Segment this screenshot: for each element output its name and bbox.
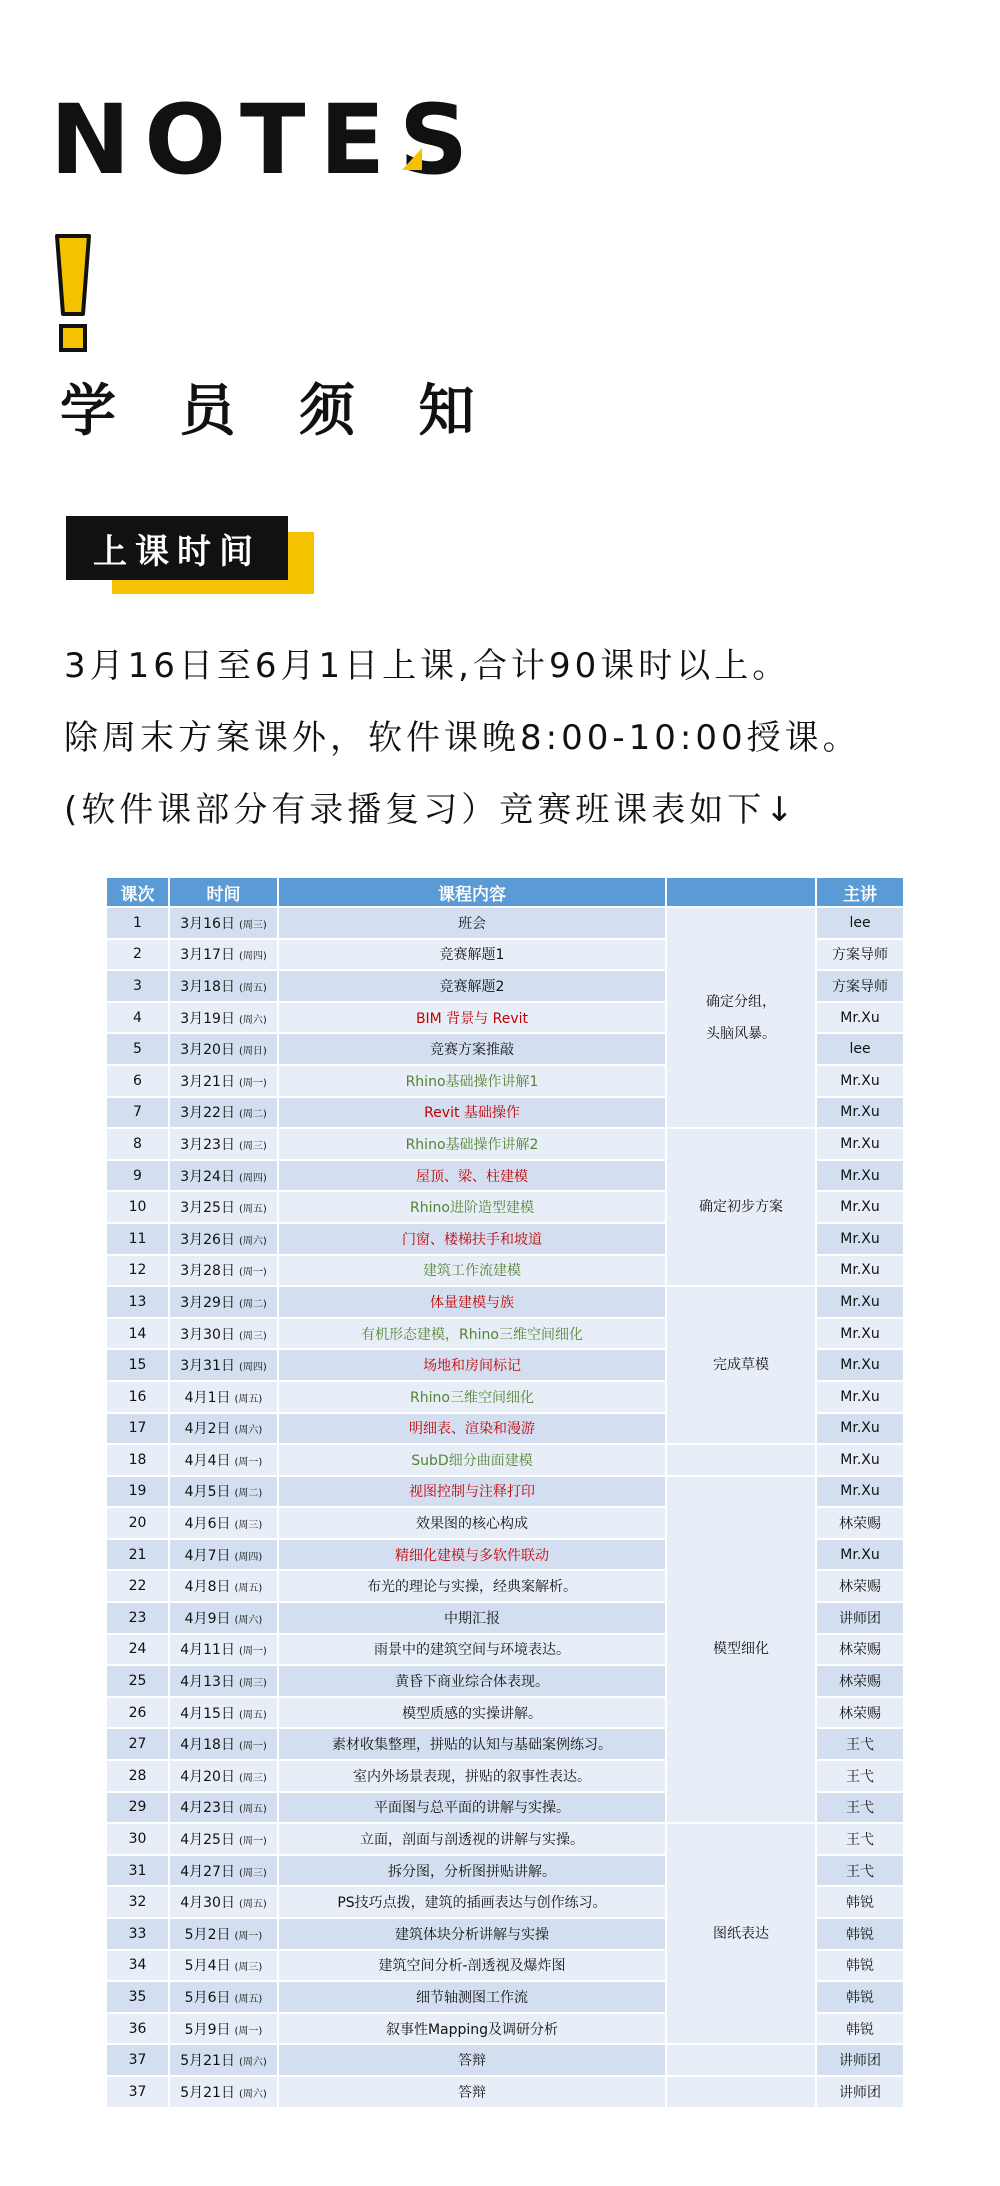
lesson-teacher: 林荣赐 <box>817 1508 903 1538</box>
lesson-weekday: (周一) <box>234 1930 263 1942</box>
lesson-date: 4月1日 <box>184 1389 231 1406</box>
lesson-weekday: (周四) <box>238 1362 267 1374</box>
lesson-date: 3月26日 <box>180 1231 235 1248</box>
lesson-date-cell <box>170 1066 277 1096</box>
lesson-date-cell <box>170 1540 277 1570</box>
lesson-date-cell <box>170 1761 277 1791</box>
lesson-teacher: Mr.Xu <box>817 1287 903 1317</box>
table-row <box>107 2077 903 2107</box>
lesson-number: 26 <box>107 1698 168 1728</box>
lesson-date: 4月2日 <box>184 1421 231 1438</box>
lesson-number: 8 <box>107 1129 168 1159</box>
lesson-date: 3月30日 <box>180 1326 235 1343</box>
lesson-teacher: 讲师团 <box>817 2077 903 2107</box>
lesson-date-cell <box>170 1414 277 1444</box>
lesson-weekday: (周一) <box>238 1646 267 1658</box>
lesson-number: 21 <box>107 1540 168 1570</box>
lesson-weekday: (周一) <box>238 1836 267 1848</box>
lesson-date-cell <box>170 1382 277 1412</box>
lesson-weekday: (周二) <box>238 1298 267 1310</box>
lesson-content: 答辩 <box>279 2077 665 2107</box>
exclamation-icon <box>54 234 92 356</box>
lesson-content: 素材收集整理，拼贴的认知与基础案例练习。 <box>279 1729 665 1759</box>
schedule-table <box>105 876 905 2109</box>
lesson-date: 3月25日 <box>180 1200 235 1217</box>
lesson-weekday: (周六) <box>238 1235 267 1247</box>
lesson-teacher: 林荣赐 <box>817 1666 903 1696</box>
schedule-body <box>107 908 903 2107</box>
phase-cell <box>667 1445 815 1475</box>
lesson-content: 拆分图，分析图拼贴讲解。 <box>279 1856 665 1886</box>
lesson-content: Rhino基础操作讲解2 <box>279 1129 665 1159</box>
phase-cell <box>667 2077 815 2107</box>
lesson-date: 4月5日 <box>184 1484 231 1501</box>
lesson-date-cell <box>170 1256 277 1286</box>
phase-cell <box>667 2045 815 2075</box>
lesson-content: PS技巧点拨，建筑的插画表达与创作练习。 <box>279 1887 665 1917</box>
lesson-weekday: (周三) <box>238 1867 267 1879</box>
lesson-date: 3月17日 <box>180 947 235 964</box>
phase-label: 完成草模 <box>713 1357 769 1374</box>
lesson-teacher: 林荣赐 <box>817 1571 903 1601</box>
lesson-teacher: Mr.Xu <box>817 1192 903 1222</box>
lesson-date-cell <box>170 1951 277 1981</box>
lesson-date: 3月18日 <box>180 978 235 995</box>
lesson-number: 35 <box>107 1982 168 2012</box>
lesson-content: 竞赛解题1 <box>279 940 665 970</box>
lesson-number: 28 <box>107 1761 168 1791</box>
lesson-number: 27 <box>107 1729 168 1759</box>
lesson-date-cell <box>170 1350 277 1380</box>
lesson-date: 4月25日 <box>180 1832 235 1849</box>
lesson-date-cell <box>170 1729 277 1759</box>
intro-text <box>64 644 861 860</box>
lesson-weekday: (周二) <box>234 1488 263 1500</box>
lesson-content: Rhino三维空间细化 <box>279 1382 665 1412</box>
lesson-date-cell <box>170 1034 277 1064</box>
lesson-date-cell <box>170 1287 277 1317</box>
lesson-content: 黄昏下商业综合体表现。 <box>279 1666 665 1696</box>
lesson-number: 13 <box>107 1287 168 1317</box>
lesson-number: 29 <box>107 1793 168 1823</box>
lesson-date: 3月22日 <box>180 1105 235 1122</box>
lesson-teacher: Mr.Xu <box>817 1382 903 1412</box>
lesson-weekday: (周四) <box>238 1172 267 1184</box>
lesson-date-cell <box>170 1666 277 1696</box>
lesson-date: 3月20日 <box>180 1042 235 1059</box>
lesson-number: 11 <box>107 1224 168 1254</box>
lesson-content: BIM 背景与 Revit <box>279 1003 665 1033</box>
lesson-date: 3月21日 <box>180 1073 235 1090</box>
lesson-teacher: Mr.Xu <box>817 1256 903 1286</box>
lesson-date-cell <box>170 2045 277 2075</box>
lesson-teacher: Mr.Xu <box>817 1066 903 1096</box>
lesson-date: 3月24日 <box>180 1168 235 1185</box>
lesson-teacher: 方案导师 <box>817 971 903 1001</box>
lesson-number: 17 <box>107 1414 168 1444</box>
lesson-teacher: 王弋 <box>817 1761 903 1791</box>
lesson-number: 12 <box>107 1256 168 1286</box>
lesson-teacher: 林荣赐 <box>817 1635 903 1665</box>
lesson-content: 建筑体块分析讲解与实操 <box>279 1919 665 1949</box>
lesson-number: 4 <box>107 1003 168 1033</box>
lesson-date-cell <box>170 1129 277 1159</box>
lesson-number: 37 <box>107 2077 168 2107</box>
lesson-weekday: (周六) <box>234 1614 263 1626</box>
phase-label: 图纸表达 <box>713 1925 769 1942</box>
lesson-content: 布光的理论与实操，经典案解析。 <box>279 1571 665 1601</box>
lesson-teacher: 王弋 <box>817 1793 903 1823</box>
lesson-content: 门窗、楼梯扶手和坡道 <box>279 1224 665 1254</box>
lesson-weekday: (周五) <box>238 982 267 994</box>
lesson-content: 模型质感的实操讲解。 <box>279 1698 665 1728</box>
lesson-teacher: Mr.Xu <box>817 1540 903 1570</box>
lesson-content: SubD细分曲面建模 <box>279 1445 665 1475</box>
lesson-date: 4月20日 <box>180 1768 235 1785</box>
lesson-date: 4月9日 <box>184 1610 231 1627</box>
lesson-content: Rhino基础操作讲解1 <box>279 1066 665 1096</box>
lesson-date: 3月19日 <box>180 1010 235 1027</box>
lesson-teacher: 韩锐 <box>817 1919 903 1949</box>
lesson-number: 33 <box>107 1919 168 1949</box>
lesson-teacher: 讲师团 <box>817 1603 903 1633</box>
lesson-date-cell <box>170 1635 277 1665</box>
lesson-number: 36 <box>107 2014 168 2044</box>
lesson-date: 5月9日 <box>184 2021 231 2038</box>
lesson-date: 4月27日 <box>180 1863 235 1880</box>
lesson-date: 4月4日 <box>184 1452 231 1469</box>
lesson-number: 9 <box>107 1161 168 1191</box>
lesson-content: 视图控制与注释打印 <box>279 1477 665 1507</box>
lesson-teacher: Mr.Xu <box>817 1350 903 1380</box>
lesson-content: 屋顶、梁、柱建模 <box>279 1161 665 1191</box>
table-row <box>107 1477 903 1507</box>
lesson-teacher: 韩锐 <box>817 2014 903 2044</box>
lesson-number: 37 <box>107 2045 168 2075</box>
lesson-teacher: 王弋 <box>817 1824 903 1854</box>
lesson-date-cell <box>170 1477 277 1507</box>
phase-cell <box>667 1287 815 1443</box>
lesson-weekday: (周一) <box>234 1456 263 1468</box>
table-row <box>107 908 903 938</box>
lesson-date: 4月11日 <box>180 1642 235 1659</box>
lesson-number: 10 <box>107 1192 168 1222</box>
lesson-date: 4月18日 <box>180 1737 235 1754</box>
lesson-number: 20 <box>107 1508 168 1538</box>
lesson-teacher: 王弋 <box>817 1856 903 1886</box>
lesson-weekday: (周五) <box>238 1899 267 1911</box>
lesson-number: 23 <box>107 1603 168 1633</box>
lesson-teacher: 方案导师 <box>817 940 903 970</box>
lesson-content: 有机形态建模，Rhino三维空间细化 <box>279 1319 665 1349</box>
lesson-content: 明细表、渲染和漫游 <box>279 1414 665 1444</box>
table-row <box>107 1129 903 1159</box>
lesson-teacher: Mr.Xu <box>817 1161 903 1191</box>
lesson-date-cell <box>170 971 277 1001</box>
lesson-number: 2 <box>107 940 168 970</box>
lesson-content: 效果图的核心构成 <box>279 1508 665 1538</box>
lesson-date: 3月29日 <box>180 1294 235 1311</box>
lesson-weekday: (周六) <box>238 2057 267 2069</box>
lesson-weekday: (周二) <box>238 1109 267 1121</box>
lesson-date: 5月6日 <box>184 1989 231 2006</box>
phase-label: 确定初步方案 <box>699 1199 783 1216</box>
lesson-date: 5月2日 <box>184 1926 231 1943</box>
lesson-teacher: 林荣赐 <box>817 1698 903 1728</box>
lesson-date: 3月28日 <box>180 1263 235 1280</box>
lesson-date-cell <box>170 1603 277 1633</box>
lesson-content: 室内外场景表现，拼贴的叙事性表达。 <box>279 1761 665 1791</box>
phase-cell <box>667 1129 815 1285</box>
lesson-number: 24 <box>107 1635 168 1665</box>
table-row <box>107 1287 903 1317</box>
lesson-date-cell <box>170 1887 277 1917</box>
lesson-date-cell <box>170 1919 277 1949</box>
lesson-number: 32 <box>107 1887 168 1917</box>
lesson-content: 班会 <box>279 908 665 938</box>
lesson-number: 34 <box>107 1951 168 1981</box>
lesson-teacher: lee <box>817 1034 903 1064</box>
header-time: 时间 <box>170 878 277 906</box>
lesson-date-cell <box>170 1793 277 1823</box>
header-phase <box>667 878 815 906</box>
lesson-date-cell <box>170 1445 277 1475</box>
lesson-date: 5月21日 <box>180 2053 235 2070</box>
lesson-date: 3月23日 <box>180 1136 235 1153</box>
lesson-date-cell <box>170 1856 277 1886</box>
lesson-weekday: (周三) <box>238 919 267 931</box>
lesson-teacher: Mr.Xu <box>817 1224 903 1254</box>
lesson-teacher: Mr.Xu <box>817 1129 903 1159</box>
lesson-date-cell <box>170 1161 277 1191</box>
lesson-date-cell <box>170 1098 277 1128</box>
lesson-teacher: 王弋 <box>817 1729 903 1759</box>
lesson-content: Rhino进阶造型建模 <box>279 1192 665 1222</box>
lesson-number: 22 <box>107 1571 168 1601</box>
lesson-number: 14 <box>107 1319 168 1349</box>
lesson-date: 4月30日 <box>180 1895 235 1912</box>
lesson-teacher: Mr.Xu <box>817 1098 903 1128</box>
lesson-date: 4月7日 <box>184 1547 231 1564</box>
lesson-date-cell <box>170 1192 277 1222</box>
lesson-teacher: Mr.Xu <box>817 1319 903 1349</box>
table-row <box>107 1445 903 1475</box>
lesson-teacher: 讲师团 <box>817 2045 903 2075</box>
lesson-date-cell <box>170 1571 277 1601</box>
lesson-number: 5 <box>107 1034 168 1064</box>
lesson-date-cell <box>170 1319 277 1349</box>
lesson-date: 4月23日 <box>180 1800 235 1817</box>
section-badge: 上课时间 <box>66 516 288 580</box>
lesson-weekday: (周三) <box>238 1330 267 1342</box>
lesson-number: 30 <box>107 1824 168 1854</box>
lesson-date: 3月31日 <box>180 1358 235 1375</box>
phase-label: 模型细化 <box>713 1641 769 1658</box>
lesson-content: 中期汇报 <box>279 1603 665 1633</box>
lesson-weekday: (周四) <box>238 951 267 963</box>
lesson-weekday: (周一) <box>238 1741 267 1753</box>
lesson-number: 19 <box>107 1477 168 1507</box>
lesson-weekday: (周一) <box>238 1267 267 1279</box>
lesson-weekday: (周六) <box>238 1014 267 1026</box>
lesson-weekday: (周五) <box>238 1709 267 1721</box>
lesson-weekday: (周五) <box>234 1583 263 1595</box>
lesson-weekday: (周六) <box>234 1425 263 1437</box>
lesson-teacher: Mr.Xu <box>817 1445 903 1475</box>
lesson-date: 4月8日 <box>184 1579 231 1596</box>
phase-cell <box>667 908 815 1127</box>
phase-label: 确定分组， 头脑风暴。 <box>706 993 776 1042</box>
lesson-weekday: (周三) <box>238 1140 267 1152</box>
lesson-content: 竞赛方案推敲 <box>279 1034 665 1064</box>
lesson-content: 平面图与总平面的讲解与实操。 <box>279 1793 665 1823</box>
lesson-content: 立面，剖面与剖透视的讲解与实操。 <box>279 1824 665 1854</box>
lesson-date-cell <box>170 1508 277 1538</box>
corner-triangle-icon <box>402 148 422 170</box>
lesson-date: 4月6日 <box>184 1516 231 1533</box>
lesson-number: 18 <box>107 1445 168 1475</box>
lesson-date-cell <box>170 1698 277 1728</box>
lesson-teacher: Mr.Xu <box>817 1003 903 1033</box>
lesson-date-cell <box>170 1982 277 2012</box>
lesson-date: 5月4日 <box>184 1958 231 1975</box>
lesson-weekday: (周一) <box>238 1077 267 1089</box>
lesson-weekday: (周五) <box>234 1393 263 1405</box>
lesson-teacher: 韩锐 <box>817 1951 903 1981</box>
lesson-date-cell <box>170 908 277 938</box>
lesson-content: 竞赛解题2 <box>279 971 665 1001</box>
lesson-date: 3月16日 <box>180 915 235 932</box>
lesson-date-cell <box>170 1224 277 1254</box>
lesson-content: 精细化建模与多软件联动 <box>279 1540 665 1570</box>
lesson-weekday: (周三) <box>238 1772 267 1784</box>
lesson-content: 细节轴测图工作流 <box>279 1982 665 2012</box>
lesson-number: 31 <box>107 1856 168 1886</box>
lesson-content: 建筑空间分析-剖透视及爆炸图 <box>279 1951 665 1981</box>
lesson-date: 5月21日 <box>180 2084 235 2101</box>
lesson-number: 3 <box>107 971 168 1001</box>
lesson-date: 4月13日 <box>180 1674 235 1691</box>
lesson-weekday: (周六) <box>238 2088 267 2100</box>
lesson-content: Revit 基础操作 <box>279 1098 665 1128</box>
lesson-teacher: lee <box>817 908 903 938</box>
lesson-teacher: Mr.Xu <box>817 1477 903 1507</box>
lesson-date-cell <box>170 2077 277 2107</box>
intro-line-3: (软件课部分有录播复习）竞赛班课表如下↓ <box>64 790 798 830</box>
lesson-teacher: 韩锐 <box>817 1982 903 2012</box>
lesson-number: 25 <box>107 1666 168 1696</box>
notes-title: NOTES <box>50 84 483 196</box>
lesson-weekday: (周三) <box>238 1678 267 1690</box>
lesson-teacher: 韩锐 <box>817 1887 903 1917</box>
lesson-date-cell <box>170 1003 277 1033</box>
table-header-row <box>107 878 903 906</box>
intro-line-1: 3月16日至6月1日上课,合计90课时以上。 <box>64 646 791 686</box>
table-row <box>107 2045 903 2075</box>
lesson-number: 15 <box>107 1350 168 1380</box>
lesson-number: 6 <box>107 1066 168 1096</box>
header-content: 课程内容 <box>279 878 665 906</box>
lesson-weekday: (周四) <box>234 1551 263 1563</box>
lesson-date: 4月15日 <box>180 1705 235 1722</box>
table-row <box>107 1824 903 1854</box>
intro-line-2: 除周末方案课外，软件课晚8:00-10:00授课。 <box>64 718 861 758</box>
lesson-content: 体量建模与族 <box>279 1287 665 1317</box>
lesson-weekday: (周五) <box>234 1993 263 2005</box>
lesson-weekday: (周一) <box>234 2025 263 2037</box>
lesson-weekday: (周日) <box>238 1046 267 1058</box>
lesson-content: 叙事性Mapping及调研分析 <box>279 2014 665 2044</box>
lesson-number: 7 <box>107 1098 168 1128</box>
lesson-teacher: Mr.Xu <box>817 1414 903 1444</box>
lesson-number: 1 <box>107 908 168 938</box>
lesson-date-cell <box>170 940 277 970</box>
lesson-weekday: (周五) <box>238 1204 267 1216</box>
lesson-weekday: (周五) <box>238 1804 267 1816</box>
phase-cell <box>667 1477 815 1823</box>
lesson-content: 场地和房间标记 <box>279 1350 665 1380</box>
lesson-content: 建筑工作流建模 <box>279 1256 665 1286</box>
header-teacher: 主讲 <box>817 878 903 906</box>
lesson-content: 答辩 <box>279 2045 665 2075</box>
lesson-weekday: (周三) <box>234 1962 263 1974</box>
lesson-content: 雨景中的建筑空间与环境表达。 <box>279 1635 665 1665</box>
lesson-weekday: (周三) <box>234 1520 263 1532</box>
phase-cell <box>667 1824 815 2043</box>
notice-heading: 学 员 须 知 <box>60 379 497 444</box>
lesson-date-cell <box>170 1824 277 1854</box>
header-lesson-no: 课次 <box>107 878 168 906</box>
lesson-number: 16 <box>107 1382 168 1412</box>
lesson-date-cell <box>170 2014 277 2044</box>
